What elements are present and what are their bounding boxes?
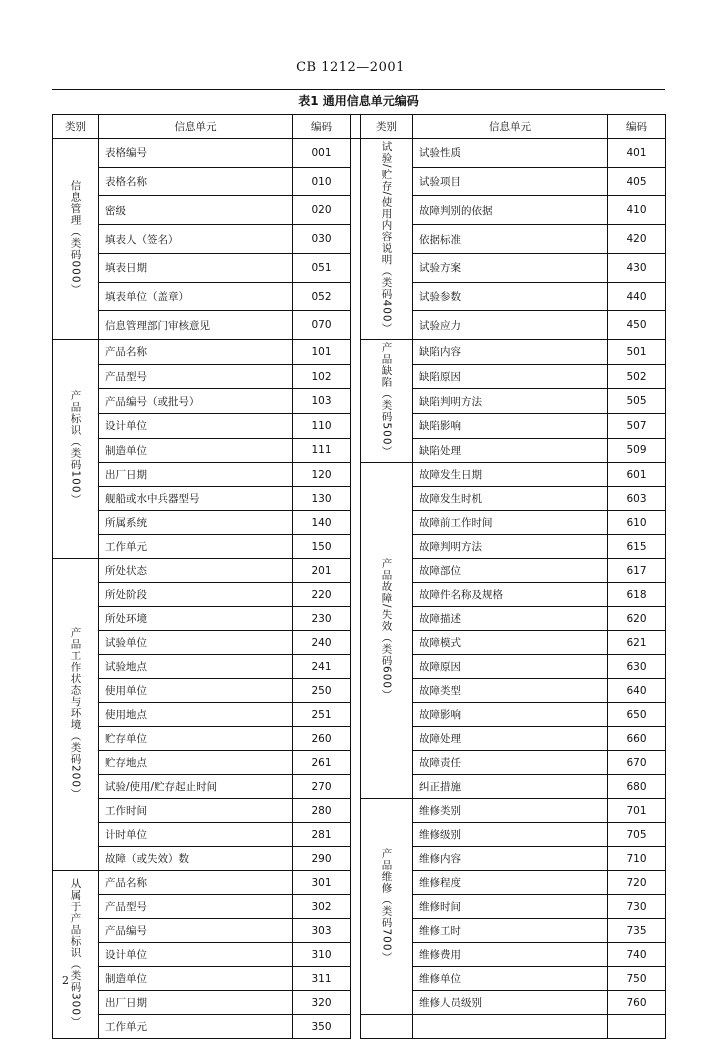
header-code-right: 编码 <box>608 115 666 139</box>
item-cell-right: 故障描述 <box>413 607 608 631</box>
code-cell-right: 740 <box>608 943 666 967</box>
item-cell-right: 故障原因 <box>413 655 608 679</box>
item-cell-right: 缺陷内容 <box>413 340 608 365</box>
code-cell-left: 103 <box>293 389 351 414</box>
item-cell-left: 出厂日期 <box>99 991 293 1015</box>
code-cell-right: 730 <box>608 895 666 919</box>
item-cell-right: 故障责任 <box>413 751 608 775</box>
header-category: 类别 <box>53 115 99 139</box>
item-cell-left: 设计单位 <box>99 943 293 967</box>
category-cell-left <box>53 871 99 1039</box>
item-cell-left: 填表日期 <box>99 253 293 282</box>
category-cell-left <box>53 559 99 871</box>
item-cell-left: 工作时间 <box>99 799 293 823</box>
code-cell-right: 680 <box>608 775 666 799</box>
item-cell-left: 计时单位 <box>99 823 293 847</box>
code-cell-right: 410 <box>608 196 666 225</box>
code-cell-right: 401 <box>608 139 666 168</box>
code-cell-left: 290 <box>293 847 351 871</box>
item-cell-right: 试验性质 <box>413 139 608 168</box>
code-cell-left: 010 <box>293 167 351 196</box>
item-cell-right: 故障模式 <box>413 631 608 655</box>
item-cell-left: 密级 <box>99 196 293 225</box>
header-code: 编码 <box>293 115 351 139</box>
item-cell-left: 所处阶段 <box>99 583 293 607</box>
category-title: 信息管理（类码000） <box>69 180 82 296</box>
code-cell-right: 660 <box>608 727 666 751</box>
item-cell-right: 纠正措施 <box>413 775 608 799</box>
page-header: CB 1212—2001 <box>296 60 405 75</box>
category-title: 产品缺陷（类码500） <box>380 342 393 458</box>
code-cell-left: 030 <box>293 225 351 254</box>
item-cell-right: 维修程度 <box>413 871 608 895</box>
item-cell-left: 产品编号 <box>99 919 293 943</box>
code-cell-right: 430 <box>608 253 666 282</box>
item-cell-left: 使用地点 <box>99 703 293 727</box>
code-cell-left: 102 <box>293 364 351 389</box>
item-cell-right: 试验应力 <box>413 311 608 340</box>
code-cell-left: 311 <box>293 967 351 991</box>
item-cell-left: 产品名称 <box>99 340 293 365</box>
code-cell-right: 750 <box>608 967 666 991</box>
item-cell-left: 填表人（签名） <box>99 225 293 254</box>
item-cell-left: 工作单元 <box>99 535 293 559</box>
code-cell-right: 670 <box>608 751 666 775</box>
code-cell-left: 130 <box>293 487 351 511</box>
item-cell-right: 故障影响 <box>413 703 608 727</box>
item-cell-right-empty <box>413 1015 608 1039</box>
code-cell-right-empty <box>608 1015 666 1039</box>
code-cell-right: 603 <box>608 487 666 511</box>
item-cell-left: 使用单位 <box>99 679 293 703</box>
item-cell-left: 工作单元 <box>99 1015 293 1039</box>
code-cell-left: 261 <box>293 751 351 775</box>
category-title: 产品故障/失效（类码600） <box>380 557 393 701</box>
column-separator <box>351 115 361 139</box>
item-cell-left: 试验地点 <box>99 655 293 679</box>
code-cell-right: 720 <box>608 871 666 895</box>
code-cell-right: 502 <box>608 364 666 389</box>
code-cell-left: 070 <box>293 311 351 340</box>
code-cell-right: 710 <box>608 847 666 871</box>
item-cell-left: 所属系统 <box>99 511 293 535</box>
code-cell-right: 420 <box>608 225 666 254</box>
code-cell-left: 101 <box>293 340 351 365</box>
code-cell-right: 507 <box>608 414 666 439</box>
item-cell-right: 故障判别的依据 <box>413 196 608 225</box>
item-cell-right: 故障部位 <box>413 559 608 583</box>
header-item-right: 信息单元 <box>413 115 608 139</box>
code-cell-left: 001 <box>293 139 351 168</box>
code-cell-right: 501 <box>608 340 666 365</box>
category-title: 产品标识（类码100） <box>69 390 82 506</box>
item-cell-left: 产品型号 <box>99 895 293 919</box>
category-cell-left <box>53 340 99 559</box>
code-cell-right: 760 <box>608 991 666 1015</box>
code-cell-left: 110 <box>293 414 351 439</box>
code-cell-right: 617 <box>608 559 666 583</box>
table-row <box>53 139 666 168</box>
code-cell-left: 240 <box>293 631 351 655</box>
item-cell-left: 出厂日期 <box>99 463 293 487</box>
code-cell-left: 320 <box>293 991 351 1015</box>
item-cell-left: 填表单位（盖章） <box>99 282 293 311</box>
code-cell-left: 120 <box>293 463 351 487</box>
code-cell-right: 618 <box>608 583 666 607</box>
item-cell-right: 缺陷影响 <box>413 414 608 439</box>
code-cell-left: 303 <box>293 919 351 943</box>
item-cell-right: 故障件名称及规格 <box>413 583 608 607</box>
category-title: 产品维修（类码700） <box>380 847 393 963</box>
code-cell-left: 310 <box>293 943 351 967</box>
category-cell-right <box>361 340 413 463</box>
table-caption: 表1 通用信息单元编码 <box>298 94 419 108</box>
item-cell-right: 缺陷处理 <box>413 438 608 463</box>
item-cell-right: 故障发生时机 <box>413 487 608 511</box>
table-container <box>52 114 665 1034</box>
item-cell-right: 试验参数 <box>413 282 608 311</box>
item-cell-right: 维修费用 <box>413 943 608 967</box>
category-cell-right <box>361 799 413 1015</box>
code-cell-left: 051 <box>293 253 351 282</box>
code-cell-right: 615 <box>608 535 666 559</box>
code-cell-right: 705 <box>608 823 666 847</box>
code-cell-right: 701 <box>608 799 666 823</box>
item-cell-right: 缺陷判明方法 <box>413 389 608 414</box>
item-cell-right: 依据标准 <box>413 225 608 254</box>
code-cell-left: 111 <box>293 438 351 463</box>
category-cell-left <box>53 139 99 340</box>
code-cell-right: 640 <box>608 679 666 703</box>
header-category-right: 类别 <box>361 115 413 139</box>
category-title: 产品工作状态与环境（类码200） <box>69 626 82 800</box>
item-cell-right: 维修时间 <box>413 895 608 919</box>
item-cell-right: 试验项目 <box>413 167 608 196</box>
code-cell-right: 621 <box>608 631 666 655</box>
category-cell-right-empty <box>361 1015 413 1039</box>
category-title: 试验/贮存/使用内容说明（类码400） <box>380 141 393 335</box>
item-cell-left: 舰船或水中兵器型号 <box>99 487 293 511</box>
item-cell-right: 维修工时 <box>413 919 608 943</box>
page-number: 2 <box>62 974 69 987</box>
item-cell-left: 产品名称 <box>99 871 293 895</box>
code-cell-left: 241 <box>293 655 351 679</box>
item-cell-right: 故障类型 <box>413 679 608 703</box>
category-cell-right <box>361 463 413 799</box>
code-cell-left: 020 <box>293 196 351 225</box>
code-cell-left: 230 <box>293 607 351 631</box>
item-cell-left: 试验/使用/贮存起止时间 <box>99 775 293 799</box>
item-cell-right: 故障前工作时间 <box>413 511 608 535</box>
item-cell-right: 故障判明方法 <box>413 535 608 559</box>
code-cell-right: 610 <box>608 511 666 535</box>
item-cell-left: 贮存地点 <box>99 751 293 775</box>
code-cell-left: 260 <box>293 727 351 751</box>
code-cell-left: 302 <box>293 895 351 919</box>
table-body <box>53 139 666 1039</box>
code-cell-right: 505 <box>608 389 666 414</box>
code-table <box>52 114 666 1039</box>
item-cell-left: 制造单位 <box>99 438 293 463</box>
code-cell-left: 201 <box>293 559 351 583</box>
item-cell-left: 贮存单位 <box>99 727 293 751</box>
code-cell-right: 405 <box>608 167 666 196</box>
code-cell-right: 650 <box>608 703 666 727</box>
item-cell-left: 表格编号 <box>99 139 293 168</box>
item-cell-left: 设计单位 <box>99 414 293 439</box>
header-rule <box>52 89 665 90</box>
item-cell-left: 信息管理部门审核意见 <box>99 311 293 340</box>
item-cell-left: 产品型号 <box>99 364 293 389</box>
code-cell-right: 601 <box>608 463 666 487</box>
item-cell-left: 表格名称 <box>99 167 293 196</box>
code-cell-right: 630 <box>608 655 666 679</box>
item-cell-right: 试验方案 <box>413 253 608 282</box>
item-cell-left: 产品编号（或批号） <box>99 389 293 414</box>
code-cell-left: 350 <box>293 1015 351 1039</box>
item-cell-left: 所处状态 <box>99 559 293 583</box>
item-cell-right: 缺陷原因 <box>413 364 608 389</box>
item-cell-right: 故障处理 <box>413 727 608 751</box>
code-cell-left: 220 <box>293 583 351 607</box>
item-cell-left: 所处环境 <box>99 607 293 631</box>
item-cell-right: 维修级别 <box>413 823 608 847</box>
code-cell-left: 150 <box>293 535 351 559</box>
header-item: 信息单元 <box>99 115 293 139</box>
code-cell-right: 509 <box>608 438 666 463</box>
item-cell-right: 故障发生日期 <box>413 463 608 487</box>
code-cell-right: 620 <box>608 607 666 631</box>
code-cell-left: 280 <box>293 799 351 823</box>
code-cell-left: 301 <box>293 871 351 895</box>
item-cell-left: 故障（或失效）数 <box>99 847 293 871</box>
category-title: 从属于产品标识（类码300） <box>69 878 82 1029</box>
code-cell-left: 140 <box>293 511 351 535</box>
code-cell-left: 251 <box>293 703 351 727</box>
table-header-row <box>53 115 666 139</box>
item-cell-left: 制造单位 <box>99 967 293 991</box>
item-cell-right: 维修单位 <box>413 967 608 991</box>
item-cell-right: 维修内容 <box>413 847 608 871</box>
code-cell-right: 440 <box>608 282 666 311</box>
code-cell-right: 735 <box>608 919 666 943</box>
column-separator <box>351 139 361 1039</box>
code-cell-left: 250 <box>293 679 351 703</box>
code-cell-left: 052 <box>293 282 351 311</box>
item-cell-left: 试验单位 <box>99 631 293 655</box>
code-cell-left: 270 <box>293 775 351 799</box>
item-cell-right: 维修人员级别 <box>413 991 608 1015</box>
code-cell-right: 450 <box>608 311 666 340</box>
item-cell-right: 维修类别 <box>413 799 608 823</box>
code-cell-left: 281 <box>293 823 351 847</box>
category-cell-right <box>361 139 413 340</box>
